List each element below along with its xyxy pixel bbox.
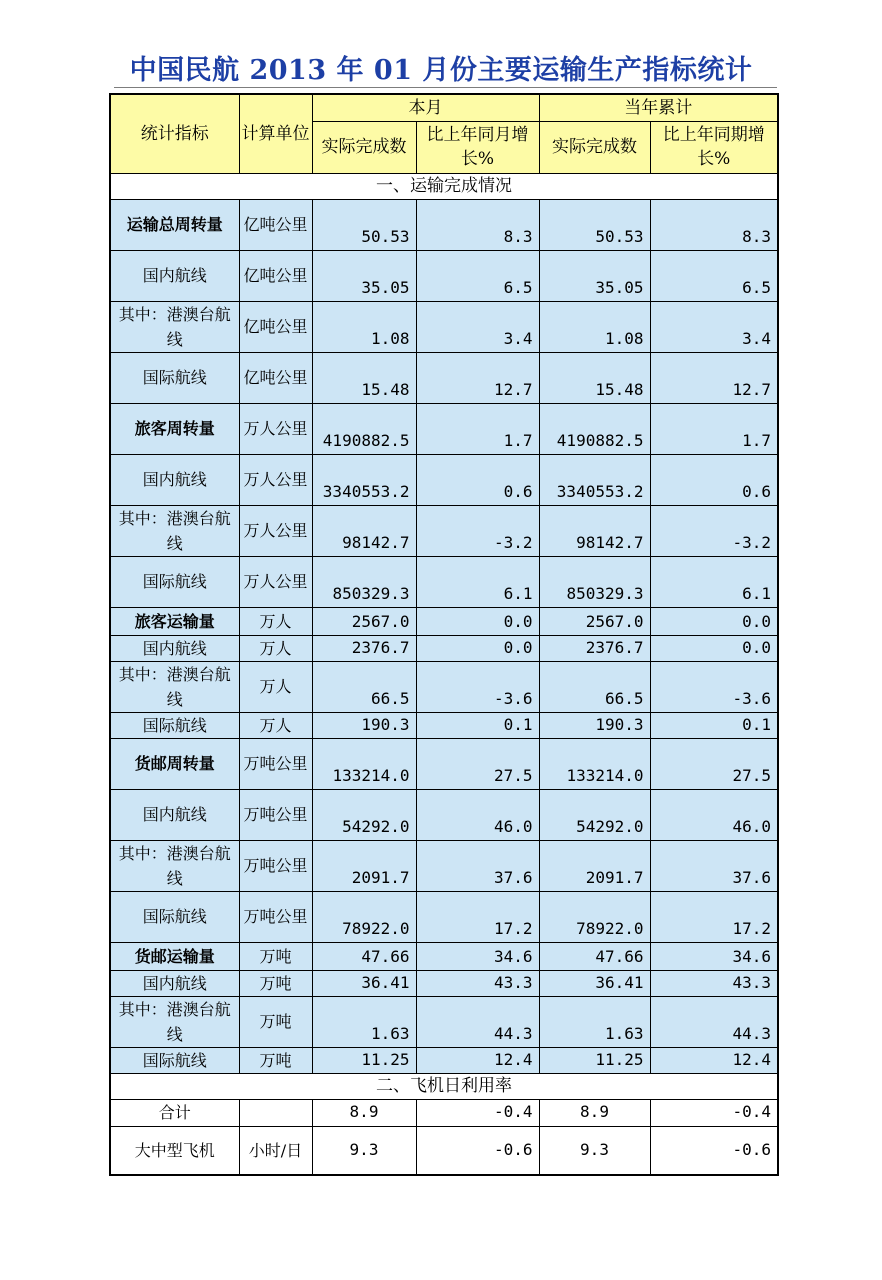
row-ytd-actual: 1.08: [539, 301, 650, 352]
row-actual: 35.05: [312, 250, 416, 301]
row-unit: [239, 1099, 312, 1126]
row-indicator: 国内航线: [110, 454, 239, 505]
row-ytd-actual: 9.3: [539, 1126, 650, 1175]
row-growth: 1.7: [416, 403, 539, 454]
row-indicator: 国际航线: [110, 712, 239, 738]
row-ytd-actual: 15.48: [539, 352, 650, 403]
row-indicator: 其中：港澳台航线: [110, 840, 239, 891]
row-indicator: 国际航线: [110, 352, 239, 403]
row-indicator: 大中型飞机: [110, 1126, 239, 1175]
row-ytd-growth: 6.1: [650, 556, 778, 607]
row-actual: 190.3: [312, 712, 416, 738]
row-unit: 万吨: [239, 942, 312, 970]
row-unit: 万吨: [239, 1047, 312, 1073]
header-growth-month: 比上年同月增长%: [416, 121, 539, 173]
row-actual: 54292.0: [312, 789, 416, 840]
row-growth: 0.0: [416, 607, 539, 635]
row-indicator: 国内航线: [110, 970, 239, 996]
row-indicator: 国内航线: [110, 789, 239, 840]
table-row: [110, 607, 778, 635]
row-growth: 17.2: [416, 891, 539, 942]
table-row: [110, 505, 778, 556]
row-ytd-actual: 2091.7: [539, 840, 650, 891]
row-growth: 43.3: [416, 970, 539, 996]
header-actual: 实际完成数: [312, 121, 416, 173]
row-unit: 万人: [239, 712, 312, 738]
row-unit: 万人公里: [239, 505, 312, 556]
title-rule: [114, 87, 777, 88]
row-actual: 133214.0: [312, 738, 416, 789]
row-ytd-actual: 1.63: [539, 996, 650, 1047]
row-ytd-actual: 35.05: [539, 250, 650, 301]
table-row: [110, 454, 778, 505]
row-ytd-growth: 17.2: [650, 891, 778, 942]
row-indicator: 其中：港澳台航线: [110, 661, 239, 712]
row-indicator: 国内航线: [110, 250, 239, 301]
row-actual: 4190882.5: [312, 403, 416, 454]
header-unit: 计算单位: [239, 94, 312, 173]
table-row: [110, 789, 778, 840]
table-row: [110, 199, 778, 250]
row-actual: 15.48: [312, 352, 416, 403]
header-indicator: 统计指标: [110, 94, 239, 173]
row-growth: 6.1: [416, 556, 539, 607]
row-ytd-growth: 6.5: [650, 250, 778, 301]
row-actual: 1.08: [312, 301, 416, 352]
row-indicator: 旅客周转量: [110, 403, 239, 454]
row-indicator: 其中：港澳台航线: [110, 996, 239, 1047]
row-ytd-growth: 3.4: [650, 301, 778, 352]
table-row: [110, 556, 778, 607]
row-unit: 万吨公里: [239, 891, 312, 942]
page-title: 中国民航 2013 年 01 月份主要运输生产指标统计: [129, 55, 753, 86]
row-growth: -0.4: [416, 1099, 539, 1126]
row-actual: 2376.7: [312, 635, 416, 661]
statistics-table: [109, 93, 779, 1176]
row-growth: 8.3: [416, 199, 539, 250]
row-actual: 66.5: [312, 661, 416, 712]
row-actual: 3340553.2: [312, 454, 416, 505]
row-ytd-growth: 0.0: [650, 635, 778, 661]
row-growth: 27.5: [416, 738, 539, 789]
row-ytd-growth: 12.4: [650, 1047, 778, 1073]
row-unit: 万人公里: [239, 556, 312, 607]
table-row: [110, 403, 778, 454]
section-title-transport: 一、运输完成情况: [110, 173, 778, 199]
table-row: [110, 661, 778, 712]
row-ytd-actual: 54292.0: [539, 789, 650, 840]
row-growth: 34.6: [416, 942, 539, 970]
row-indicator: 合计: [110, 1099, 239, 1126]
row-ytd-actual: 47.66: [539, 942, 650, 970]
row-ytd-growth: 46.0: [650, 789, 778, 840]
row-growth: 6.5: [416, 250, 539, 301]
row-ytd-growth: 1.7: [650, 403, 778, 454]
table-row: [110, 970, 778, 996]
row-unit: 亿吨公里: [239, 301, 312, 352]
table-row: [110, 840, 778, 891]
table-row: [110, 942, 778, 970]
row-ytd-actual: 850329.3: [539, 556, 650, 607]
table-row: [110, 738, 778, 789]
row-ytd-growth: -0.6: [650, 1126, 778, 1175]
table-row: [110, 1099, 778, 1126]
row-actual: 78922.0: [312, 891, 416, 942]
row-ytd-actual: 3340553.2: [539, 454, 650, 505]
row-ytd-actual: 50.53: [539, 199, 650, 250]
row-growth: 44.3: [416, 996, 539, 1047]
row-unit: 万人: [239, 661, 312, 712]
row-ytd-actual: 8.9: [539, 1099, 650, 1126]
row-ytd-actual: 98142.7: [539, 505, 650, 556]
row-actual: 1.63: [312, 996, 416, 1047]
row-ytd-actual: 66.5: [539, 661, 650, 712]
row-ytd-actual: 36.41: [539, 970, 650, 996]
row-ytd-growth: 34.6: [650, 942, 778, 970]
table-row: [110, 635, 778, 661]
row-indicator: 国际航线: [110, 556, 239, 607]
header-ytd: 当年累计: [539, 94, 778, 121]
row-ytd-growth: 12.7: [650, 352, 778, 403]
row-actual: 50.53: [312, 199, 416, 250]
row-ytd-actual: 190.3: [539, 712, 650, 738]
row-ytd-growth: 37.6: [650, 840, 778, 891]
row-ytd-growth: 0.6: [650, 454, 778, 505]
row-unit: 亿吨公里: [239, 250, 312, 301]
row-unit: 亿吨公里: [239, 352, 312, 403]
table-row: [110, 1126, 778, 1175]
table-row: [110, 1047, 778, 1073]
row-indicator: 国内航线: [110, 635, 239, 661]
row-unit: 万人: [239, 607, 312, 635]
row-unit: 万吨公里: [239, 738, 312, 789]
row-indicator: 国际航线: [110, 891, 239, 942]
row-unit: 万吨公里: [239, 789, 312, 840]
table-row: [110, 250, 778, 301]
row-indicator: 其中：港澳台航线: [110, 301, 239, 352]
row-ytd-growth: 8.3: [650, 199, 778, 250]
table-row: [110, 891, 778, 942]
row-ytd-growth: -3.2: [650, 505, 778, 556]
row-ytd-growth: 0.1: [650, 712, 778, 738]
row-unit: 万吨: [239, 996, 312, 1047]
header-growth-period: 比上年同期增长%: [650, 121, 778, 173]
row-indicator: 旅客运输量: [110, 607, 239, 635]
row-actual: 2091.7: [312, 840, 416, 891]
row-ytd-actual: 133214.0: [539, 738, 650, 789]
row-indicator: 货邮周转量: [110, 738, 239, 789]
row-actual: 8.9: [312, 1099, 416, 1126]
row-ytd-growth: -0.4: [650, 1099, 778, 1126]
row-actual: 2567.0: [312, 607, 416, 635]
header-this-month: 本月: [312, 94, 539, 121]
row-growth: 0.0: [416, 635, 539, 661]
row-ytd-growth: 0.0: [650, 607, 778, 635]
table-row: [110, 301, 778, 352]
row-ytd-actual: 11.25: [539, 1047, 650, 1073]
row-growth: 0.6: [416, 454, 539, 505]
row-ytd-actual: 2567.0: [539, 607, 650, 635]
row-unit: 万人: [239, 635, 312, 661]
row-growth: -3.6: [416, 661, 539, 712]
row-indicator: 货邮运输量: [110, 942, 239, 970]
table-row: [110, 352, 778, 403]
row-unit: 万人公里: [239, 454, 312, 505]
row-ytd-growth: -3.6: [650, 661, 778, 712]
row-actual: 11.25: [312, 1047, 416, 1073]
row-growth: 12.7: [416, 352, 539, 403]
row-actual: 36.41: [312, 970, 416, 996]
header-actual-ytd: 实际完成数: [539, 121, 650, 173]
row-ytd-growth: 27.5: [650, 738, 778, 789]
row-ytd-actual: 78922.0: [539, 891, 650, 942]
row-growth: 12.4: [416, 1047, 539, 1073]
row-unit: 万吨公里: [239, 840, 312, 891]
row-growth: 0.1: [416, 712, 539, 738]
row-unit: 万吨: [239, 970, 312, 996]
row-ytd-growth: 43.3: [650, 970, 778, 996]
row-actual: 850329.3: [312, 556, 416, 607]
row-actual: 47.66: [312, 942, 416, 970]
row-growth: 3.4: [416, 301, 539, 352]
row-growth: -0.6: [416, 1126, 539, 1175]
section-title-utilization: 二、飞机日利用率: [110, 1073, 778, 1099]
row-actual: 98142.7: [312, 505, 416, 556]
row-ytd-actual: 4190882.5: [539, 403, 650, 454]
row-indicator: 国际航线: [110, 1047, 239, 1073]
row-indicator: 其中：港澳台航线: [110, 505, 239, 556]
table-row: [110, 712, 778, 738]
row-growth: 37.6: [416, 840, 539, 891]
row-growth: 46.0: [416, 789, 539, 840]
row-unit: 万人公里: [239, 403, 312, 454]
row-actual: 9.3: [312, 1126, 416, 1175]
table-row: [110, 996, 778, 1047]
row-ytd-growth: 44.3: [650, 996, 778, 1047]
row-ytd-actual: 2376.7: [539, 635, 650, 661]
row-unit: 亿吨公里: [239, 199, 312, 250]
row-unit: 小时/日: [239, 1126, 312, 1175]
row-growth: -3.2: [416, 505, 539, 556]
row-indicator: 运输总周转量: [110, 199, 239, 250]
